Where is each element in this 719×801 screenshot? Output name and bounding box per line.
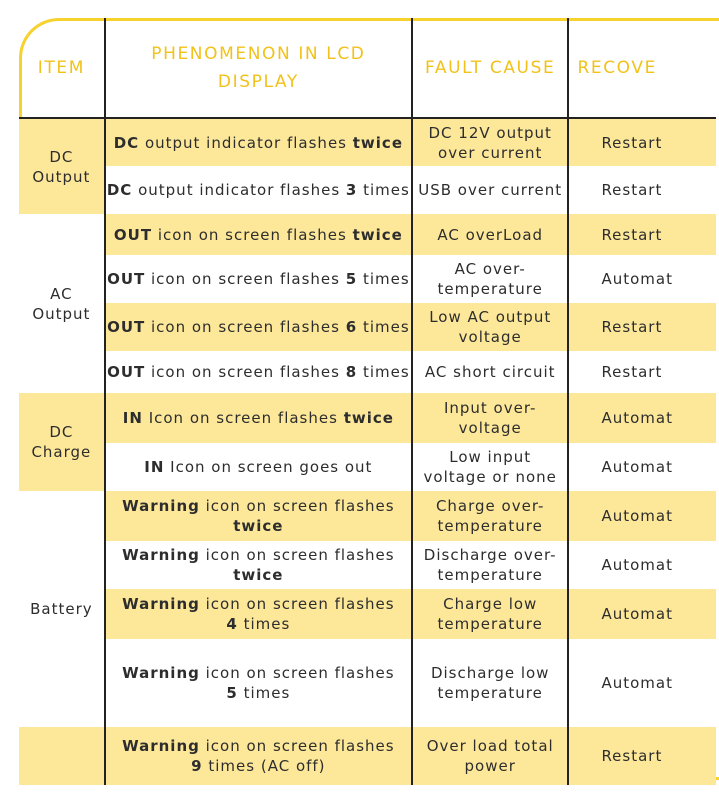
phenomenon-bold: Warning: [122, 737, 200, 755]
header-item: ITEM: [37, 57, 85, 78]
fault-table-frame: [19, 18, 719, 780]
cause-cell: [412, 589, 568, 639]
table-row: [19, 214, 716, 255]
cause-line1: Low AC output: [429, 308, 552, 326]
recovery-cell: Automat: [568, 491, 716, 541]
cause-line2: temperature: [437, 566, 543, 584]
phenomenon-text: icon on screen flashes: [145, 363, 346, 381]
cause-line1: Charge low: [443, 595, 538, 613]
cause-cell: [412, 393, 568, 443]
phenomenon-bold: Warning: [122, 546, 200, 564]
group-label-line2: Output: [32, 167, 91, 186]
phenomenon-count: twice: [233, 566, 284, 584]
phenomenon-cell: [105, 303, 412, 351]
phenomenon-cell: [105, 393, 412, 443]
header-row: [19, 18, 716, 118]
phenomenon-bold: Warning: [122, 595, 200, 613]
table-row: [19, 639, 716, 727]
recovery-cell: Automat: [568, 639, 716, 727]
cause-cell: [412, 639, 568, 727]
cause-cell: AC overLoad: [412, 214, 568, 255]
cause-line2: temperature: [437, 517, 543, 535]
phenomenon-count: 4: [226, 615, 238, 633]
cause-line1: Charge over-: [435, 497, 545, 515]
phenomenon-count: 3: [345, 181, 358, 199]
recovery-cell: Restart: [568, 351, 716, 393]
table-row: [19, 166, 716, 214]
phenomenon-count: 6: [345, 318, 358, 336]
phenomenon-text: output indicator flashes: [132, 181, 346, 199]
recovery-cell: Automat: [568, 255, 716, 303]
phenomenon-bold: OUT: [107, 270, 146, 288]
recovery-cell: Automat: [568, 589, 716, 639]
phenomenon-tail: times: [357, 181, 410, 199]
phenomenon-text: icon on screen flashes: [199, 664, 395, 682]
table-row: [19, 303, 716, 351]
cause-line2: voltage or none: [423, 468, 557, 486]
phenomenon-text: icon on screen flashes: [145, 270, 346, 288]
cause-line1: AC over-: [454, 260, 526, 278]
phenomenon-text: output indicator flashes: [139, 133, 353, 152]
group-ac-output: [19, 214, 105, 393]
header-phenomenon-line2: DISPLAY: [217, 71, 299, 92]
table-row: [19, 393, 716, 443]
cause-cell: [412, 255, 568, 303]
group-label-line1: DC: [49, 423, 74, 441]
phenomenon-bold: Warning: [122, 497, 200, 515]
table-row: [19, 589, 716, 639]
group-label-line1: DC: [49, 147, 74, 166]
phenomenon-text: icon on screen flashes: [152, 225, 353, 244]
cause-cell: [412, 118, 568, 166]
phenomenon-count: twice: [233, 517, 284, 535]
cause-cell: [412, 727, 568, 785]
table-row: [19, 727, 716, 785]
phenomenon-text: icon on screen flashes: [199, 546, 395, 564]
cause-line2: over current: [438, 143, 543, 162]
recovery-cell: Automat: [568, 443, 716, 491]
group-label-line2: Output: [32, 304, 91, 323]
phenomenon-bold: DC: [113, 133, 140, 152]
phenomenon-tail: times: [357, 318, 410, 336]
table-row: [19, 351, 716, 393]
phenomenon-bold: IN: [122, 409, 143, 427]
cause-line2: temperature: [437, 615, 543, 633]
recovery-cell: Restart: [568, 214, 716, 255]
cause-line1: Discharge over-: [423, 546, 557, 564]
table-row: [19, 443, 716, 491]
phenomenon-cell: [105, 589, 412, 639]
cause-cell: AC short circuit: [412, 351, 568, 393]
phenomenon-count: 9: [191, 757, 203, 775]
header-recovery: RECOVE: [568, 18, 716, 118]
table-row: [19, 118, 716, 166]
phenomenon-cell: [105, 214, 412, 255]
phenomenon-text: icon on screen flashes: [145, 318, 346, 336]
recovery-cell: Restart: [568, 303, 716, 351]
recovery-cell: Automat: [568, 393, 716, 443]
header-phenomenon-line1: PHENOMENON IN LCD: [151, 43, 366, 64]
phenomenon-count: 8: [345, 363, 358, 381]
cause-cell: [412, 443, 568, 491]
phenomenon-cell: [105, 727, 412, 785]
phenomenon-count: 5: [345, 270, 358, 288]
recovery-cell: Automat: [568, 541, 716, 589]
phenomenon-cell: [105, 491, 412, 541]
phenomenon-tail: times: [237, 615, 291, 633]
phenomenon-cell: [105, 255, 412, 303]
fault-table: [19, 18, 716, 785]
cause-line2: temperature: [437, 684, 543, 702]
group-label-line1: AC: [50, 284, 73, 303]
phenomenon-tail: times: [237, 684, 291, 702]
phenomenon-text: Icon on screen flashes: [142, 409, 344, 427]
phenomenon-bold: OUT: [113, 225, 153, 244]
phenomenon-count: 5: [226, 684, 238, 702]
cause-line1: DC 12V output: [428, 123, 552, 142]
phenomenon-count: twice: [343, 409, 394, 427]
phenomenon-bold: IN: [144, 458, 165, 476]
phenomenon-text: icon on screen flashes: [199, 595, 395, 613]
recovery-cell: Restart: [568, 118, 716, 166]
cause-line2: voltage: [458, 328, 522, 346]
phenomenon-bold: DC: [106, 181, 133, 199]
group-battery: Battery: [19, 491, 105, 727]
phenomenon-tail: times: [357, 363, 410, 381]
phenomenon-bold: OUT: [107, 363, 146, 381]
phenomenon-count: twice: [352, 133, 403, 152]
table-row: [19, 541, 716, 589]
phenomenon-cell: [105, 639, 412, 727]
phenomenon-text: icon on screen flashes: [199, 497, 395, 515]
phenomenon-bold: OUT: [107, 318, 146, 336]
cause-cell: USB over current: [412, 166, 568, 214]
header-fault-cause: FAULT CAUSE: [412, 18, 568, 118]
cause-cell: [412, 541, 568, 589]
cause-line2: voltage: [458, 419, 522, 437]
table-row: [19, 255, 716, 303]
phenomenon-tail: times (AC off): [202, 757, 326, 775]
table-row: [19, 491, 716, 541]
phenomenon-tail: times: [357, 270, 410, 288]
recovery-cell: Restart: [568, 166, 716, 214]
cause-line1: Low input: [449, 448, 532, 466]
cause-line2: power: [464, 757, 516, 775]
cause-line1: Over load total: [426, 737, 554, 755]
group-dc-charge: [19, 393, 105, 491]
group-dc-output: [19, 118, 105, 214]
phenomenon-cell: [105, 351, 412, 393]
cause-line1: Discharge low: [430, 664, 550, 682]
phenomenon-cell: [105, 166, 412, 214]
cause-cell: [412, 491, 568, 541]
phenomenon-text: Icon on screen goes out: [164, 458, 373, 476]
phenomenon-cell: [105, 541, 412, 589]
phenomenon-count: twice: [352, 225, 403, 244]
phenomenon-text: icon on screen flashes: [199, 737, 395, 755]
cause-line1: Input over-: [443, 399, 537, 417]
header-phenomenon: [105, 18, 412, 118]
cause-line2: temperature: [437, 280, 543, 298]
phenomenon-cell: [105, 118, 412, 166]
recovery-cell: Restart: [568, 727, 716, 785]
cause-cell: [412, 303, 568, 351]
group-label-line2: Charge: [31, 443, 92, 461]
phenomenon-bold: Warning: [122, 664, 200, 682]
phenomenon-cell: [105, 443, 412, 491]
group-battery-tail: [19, 727, 105, 785]
